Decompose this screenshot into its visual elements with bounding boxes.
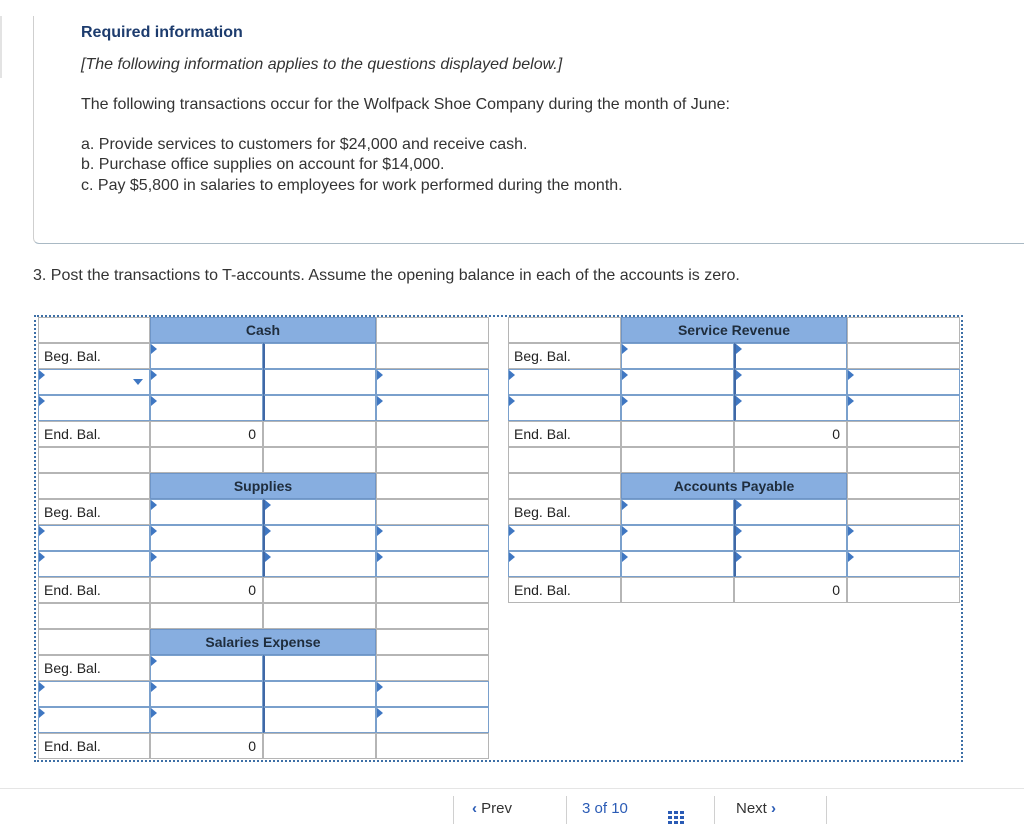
info-intro: [The following information applies to the questions displayed below.]: [81, 56, 563, 73]
salaries-expense-debit-input-1[interactable]: [150, 681, 263, 707]
cash-beg-debit-input[interactable]: [150, 343, 263, 369]
next-button[interactable]: [736, 800, 826, 824]
supplies-ref-dropdown-1[interactable]: [38, 525, 150, 551]
spacer-cell: [38, 447, 150, 473]
supplies-beg-label: Beg. Bal.: [38, 499, 150, 525]
cash-end-balance: 0: [150, 421, 263, 447]
supplies-header-spacer-left: [38, 473, 150, 499]
input-marker-icon: [151, 396, 157, 406]
cash-beg-credit-input[interactable]: [263, 343, 376, 369]
input-marker-icon: [265, 552, 271, 562]
salaries-expense-extra-input-1[interactable]: [376, 681, 489, 707]
input-marker-icon: [622, 370, 628, 380]
nav-divider: [566, 796, 567, 824]
accounts-payable-title: Accounts Payable: [621, 473, 847, 499]
input-marker-icon: [151, 344, 157, 354]
total-pages: 10: [611, 800, 628, 817]
input-marker-icon: [622, 396, 628, 406]
input-marker-icon: [736, 396, 742, 406]
service-revenue-beg-debit-input[interactable]: [621, 343, 734, 369]
supplies-credit-input-2[interactable]: [263, 551, 376, 577]
input-marker-icon: [265, 526, 271, 536]
required-info-title: Required information: [81, 24, 243, 41]
input-marker-icon: [39, 396, 45, 406]
salaries-expense-title: Salaries Expense: [150, 629, 376, 655]
input-marker-icon: [377, 708, 383, 718]
input-marker-icon: [39, 708, 45, 718]
cash-ref-dropdown-1[interactable]: [38, 369, 150, 395]
supplies-end-credit: [263, 577, 376, 603]
service-revenue-end-balance: 0: [734, 421, 847, 447]
input-marker-icon: [39, 682, 45, 692]
supplies-debit-input-2[interactable]: [150, 551, 263, 577]
input-marker-icon: [377, 682, 383, 692]
input-marker-icon: [622, 552, 628, 562]
transaction-c: c. Pay $5,800 in salaries to employees for work performed during the month.: [81, 177, 623, 194]
service-revenue-beg-credit-input[interactable]: [734, 343, 847, 369]
service-revenue-end-label: End. Bal.: [508, 421, 621, 447]
spacer-cell: [150, 603, 263, 629]
spacer-cell: [150, 447, 263, 473]
supplies-end-spare: [376, 577, 489, 603]
salaries-expense-credit-input-1[interactable]: [263, 681, 376, 707]
input-marker-icon: [736, 552, 742, 562]
supplies-ref-dropdown-2[interactable]: [38, 551, 150, 577]
service-revenue-beg-label: Beg. Bal.: [508, 343, 621, 369]
input-marker-icon: [151, 370, 157, 380]
nav-divider: [453, 796, 454, 824]
supplies-header-spacer-right: [376, 473, 489, 499]
salaries-expense-credit-input-2[interactable]: [263, 707, 376, 733]
accounts-payable-extra-input-2[interactable]: [847, 551, 960, 577]
input-marker-icon: [736, 526, 742, 536]
accounts-payable-credit-input-2[interactable]: [734, 551, 847, 577]
service-revenue-credit-input-1[interactable]: [734, 369, 847, 395]
accounts-payable-row1-spare: [847, 499, 960, 525]
service-revenue-ref-dropdown-2[interactable]: [508, 395, 621, 421]
spacer-cell: [621, 447, 734, 473]
salaries-expense-header-spacer-right: [376, 629, 489, 655]
input-marker-icon: [509, 396, 515, 406]
transaction-a: a. Provide services to customers for $24,000 and receive cash.: [81, 136, 528, 153]
input-marker-icon: [848, 552, 854, 562]
input-marker-icon: [848, 370, 854, 380]
service-revenue-end-debit: [621, 421, 734, 447]
spacer-cell: [376, 447, 489, 473]
accounts-payable-end-debit: [621, 577, 734, 603]
supplies-row1-spare: [376, 499, 489, 525]
supplies-debit-input-1[interactable]: [150, 525, 263, 551]
input-marker-icon: [151, 656, 157, 666]
nav-divider-line: [0, 788, 1024, 789]
prev-label: Prev: [481, 800, 513, 817]
accounts-payable-ref-dropdown-2[interactable]: [508, 551, 621, 577]
salaries-expense-end-label: End. Bal.: [38, 733, 150, 759]
salaries-expense-end-credit: [263, 733, 376, 759]
accounts-payable-header-spacer-right: [847, 473, 960, 499]
input-marker-icon: [151, 552, 157, 562]
input-marker-icon: [265, 500, 271, 510]
accounts-payable-beg-credit-input[interactable]: [734, 499, 847, 525]
input-marker-icon: [377, 552, 383, 562]
input-marker-icon: [736, 344, 742, 354]
left-edge-tab: [0, 16, 2, 78]
input-marker-icon: [151, 526, 157, 536]
current-page: 3: [582, 800, 591, 817]
accounts-payable-debit-input-2[interactable]: [621, 551, 734, 577]
salaries-expense-row1-spare: [376, 655, 489, 681]
question-text: 3. Post the transactions to T-accounts. Assume the opening balance in each of the accounts is zero.: [33, 267, 740, 284]
nav-divider: [714, 796, 715, 824]
input-marker-icon: [736, 500, 742, 510]
cash-credit-input-1[interactable]: [263, 369, 376, 395]
cash-title: Cash: [150, 317, 376, 343]
cash-end-credit: [263, 421, 376, 447]
supplies-end-balance: 0: [150, 577, 263, 603]
input-marker-icon: [377, 396, 383, 406]
prev-button[interactable]: [472, 800, 562, 824]
supplies-title: Supplies: [150, 473, 376, 499]
cash-end-label: End. Bal.: [38, 421, 150, 447]
input-marker-icon: [39, 526, 45, 536]
page-of: of: [594, 800, 608, 817]
input-marker-icon: [736, 370, 742, 380]
spacer-cell: [734, 447, 847, 473]
accounts-payable-ref-dropdown-1[interactable]: [508, 525, 621, 551]
service-revenue-debit-input-1[interactable]: [621, 369, 734, 395]
service-revenue-title: Service Revenue: [621, 317, 847, 343]
service-revenue-extra-input-1[interactable]: [847, 369, 960, 395]
salaries-expense-debit-input-2[interactable]: [150, 707, 263, 733]
required-info-box: [33, 16, 1024, 244]
service-revenue-row1-spare: [847, 343, 960, 369]
input-marker-icon: [151, 682, 157, 692]
spacer-cell: [847, 447, 960, 473]
supplies-beg-debit-input[interactable]: [150, 499, 263, 525]
cash-debit-input-2[interactable]: [150, 395, 263, 421]
service-revenue-credit-input-2[interactable]: [734, 395, 847, 421]
input-marker-icon: [377, 526, 383, 536]
nav-divider: [826, 796, 827, 824]
spacer-cell: [263, 603, 376, 629]
accounts-payable-end-balance: 0: [734, 577, 847, 603]
salaries-expense-ref-dropdown-2[interactable]: [38, 707, 150, 733]
cash-end-spare: [376, 421, 489, 447]
input-marker-icon: [39, 370, 45, 380]
input-marker-icon: [509, 552, 515, 562]
input-marker-icon: [151, 708, 157, 718]
accounts-payable-extra-input-1[interactable]: [847, 525, 960, 551]
chevron-down-icon: [133, 379, 143, 385]
chevron-right-icon: ›: [771, 800, 777, 817]
input-marker-icon: [151, 500, 157, 510]
service-revenue-ref-dropdown-1[interactable]: [508, 369, 621, 395]
spacer-cell: [508, 447, 621, 473]
supplies-extra-input-2[interactable]: [376, 551, 489, 577]
supplies-end-label: End. Bal.: [38, 577, 150, 603]
input-marker-icon: [848, 526, 854, 536]
cash-extra-input-2[interactable]: [376, 395, 489, 421]
transaction-b: b. Purchase office supplies on account for $14,000.: [81, 156, 445, 173]
cash-header-spacer-right: [376, 317, 489, 343]
accounts-payable-header-spacer-left: [508, 473, 621, 499]
cash-header-spacer-left: [38, 317, 150, 343]
accounts-payable-debit-input-1[interactable]: [621, 525, 734, 551]
accounts-payable-beg-label: Beg. Bal.: [508, 499, 621, 525]
spacer-cell: [38, 603, 150, 629]
supplies-extra-input-1[interactable]: [376, 525, 489, 551]
salaries-expense-end-spare: [376, 733, 489, 759]
input-marker-icon: [509, 526, 515, 536]
grid-view-icon[interactable]: [668, 811, 684, 824]
salaries-expense-end-balance: 0: [150, 733, 263, 759]
salaries-expense-beg-credit-input[interactable]: [263, 655, 376, 681]
input-marker-icon: [622, 526, 628, 536]
supplies-credit-input-1[interactable]: [263, 525, 376, 551]
salaries-expense-ref-dropdown-1[interactable]: [38, 681, 150, 707]
input-marker-icon: [622, 344, 628, 354]
info-description: The following transactions occur for the Wolfpack Shoe Company during the month of June:: [81, 96, 730, 113]
chevron-left-icon: ‹: [472, 800, 477, 817]
supplies-beg-credit-input[interactable]: [263, 499, 376, 525]
page-indicator[interactable]: [582, 800, 652, 824]
service-revenue-extra-input-2[interactable]: [847, 395, 960, 421]
accounts-payable-end-label: End. Bal.: [508, 577, 621, 603]
cash-debit-input-1[interactable]: [150, 369, 263, 395]
input-marker-icon: [39, 552, 45, 562]
cash-row1-spare: [376, 343, 489, 369]
service-revenue-header-spacer-left: [508, 317, 621, 343]
service-revenue-end-spare: [847, 421, 960, 447]
accounts-payable-end-spare: [847, 577, 960, 603]
input-marker-icon: [377, 370, 383, 380]
input-marker-icon: [622, 500, 628, 510]
cash-extra-input-1[interactable]: [376, 369, 489, 395]
salaries-expense-extra-input-2[interactable]: [376, 707, 489, 733]
accounts-payable-credit-input-1[interactable]: [734, 525, 847, 551]
cash-credit-input-2[interactable]: [263, 395, 376, 421]
salaries-expense-beg-debit-input[interactable]: [150, 655, 263, 681]
cash-ref-dropdown-2[interactable]: [38, 395, 150, 421]
next-label: Next: [736, 800, 767, 817]
salaries-expense-beg-label: Beg. Bal.: [38, 655, 150, 681]
service-revenue-debit-input-2[interactable]: [621, 395, 734, 421]
service-revenue-header-spacer-right: [847, 317, 960, 343]
spacer-cell: [376, 603, 489, 629]
input-marker-icon: [848, 396, 854, 406]
input-marker-icon: [509, 370, 515, 380]
salaries-expense-header-spacer-left: [38, 629, 150, 655]
accounts-payable-beg-debit-input[interactable]: [621, 499, 734, 525]
spacer-cell: [263, 447, 376, 473]
cash-beg-label: Beg. Bal.: [38, 343, 150, 369]
